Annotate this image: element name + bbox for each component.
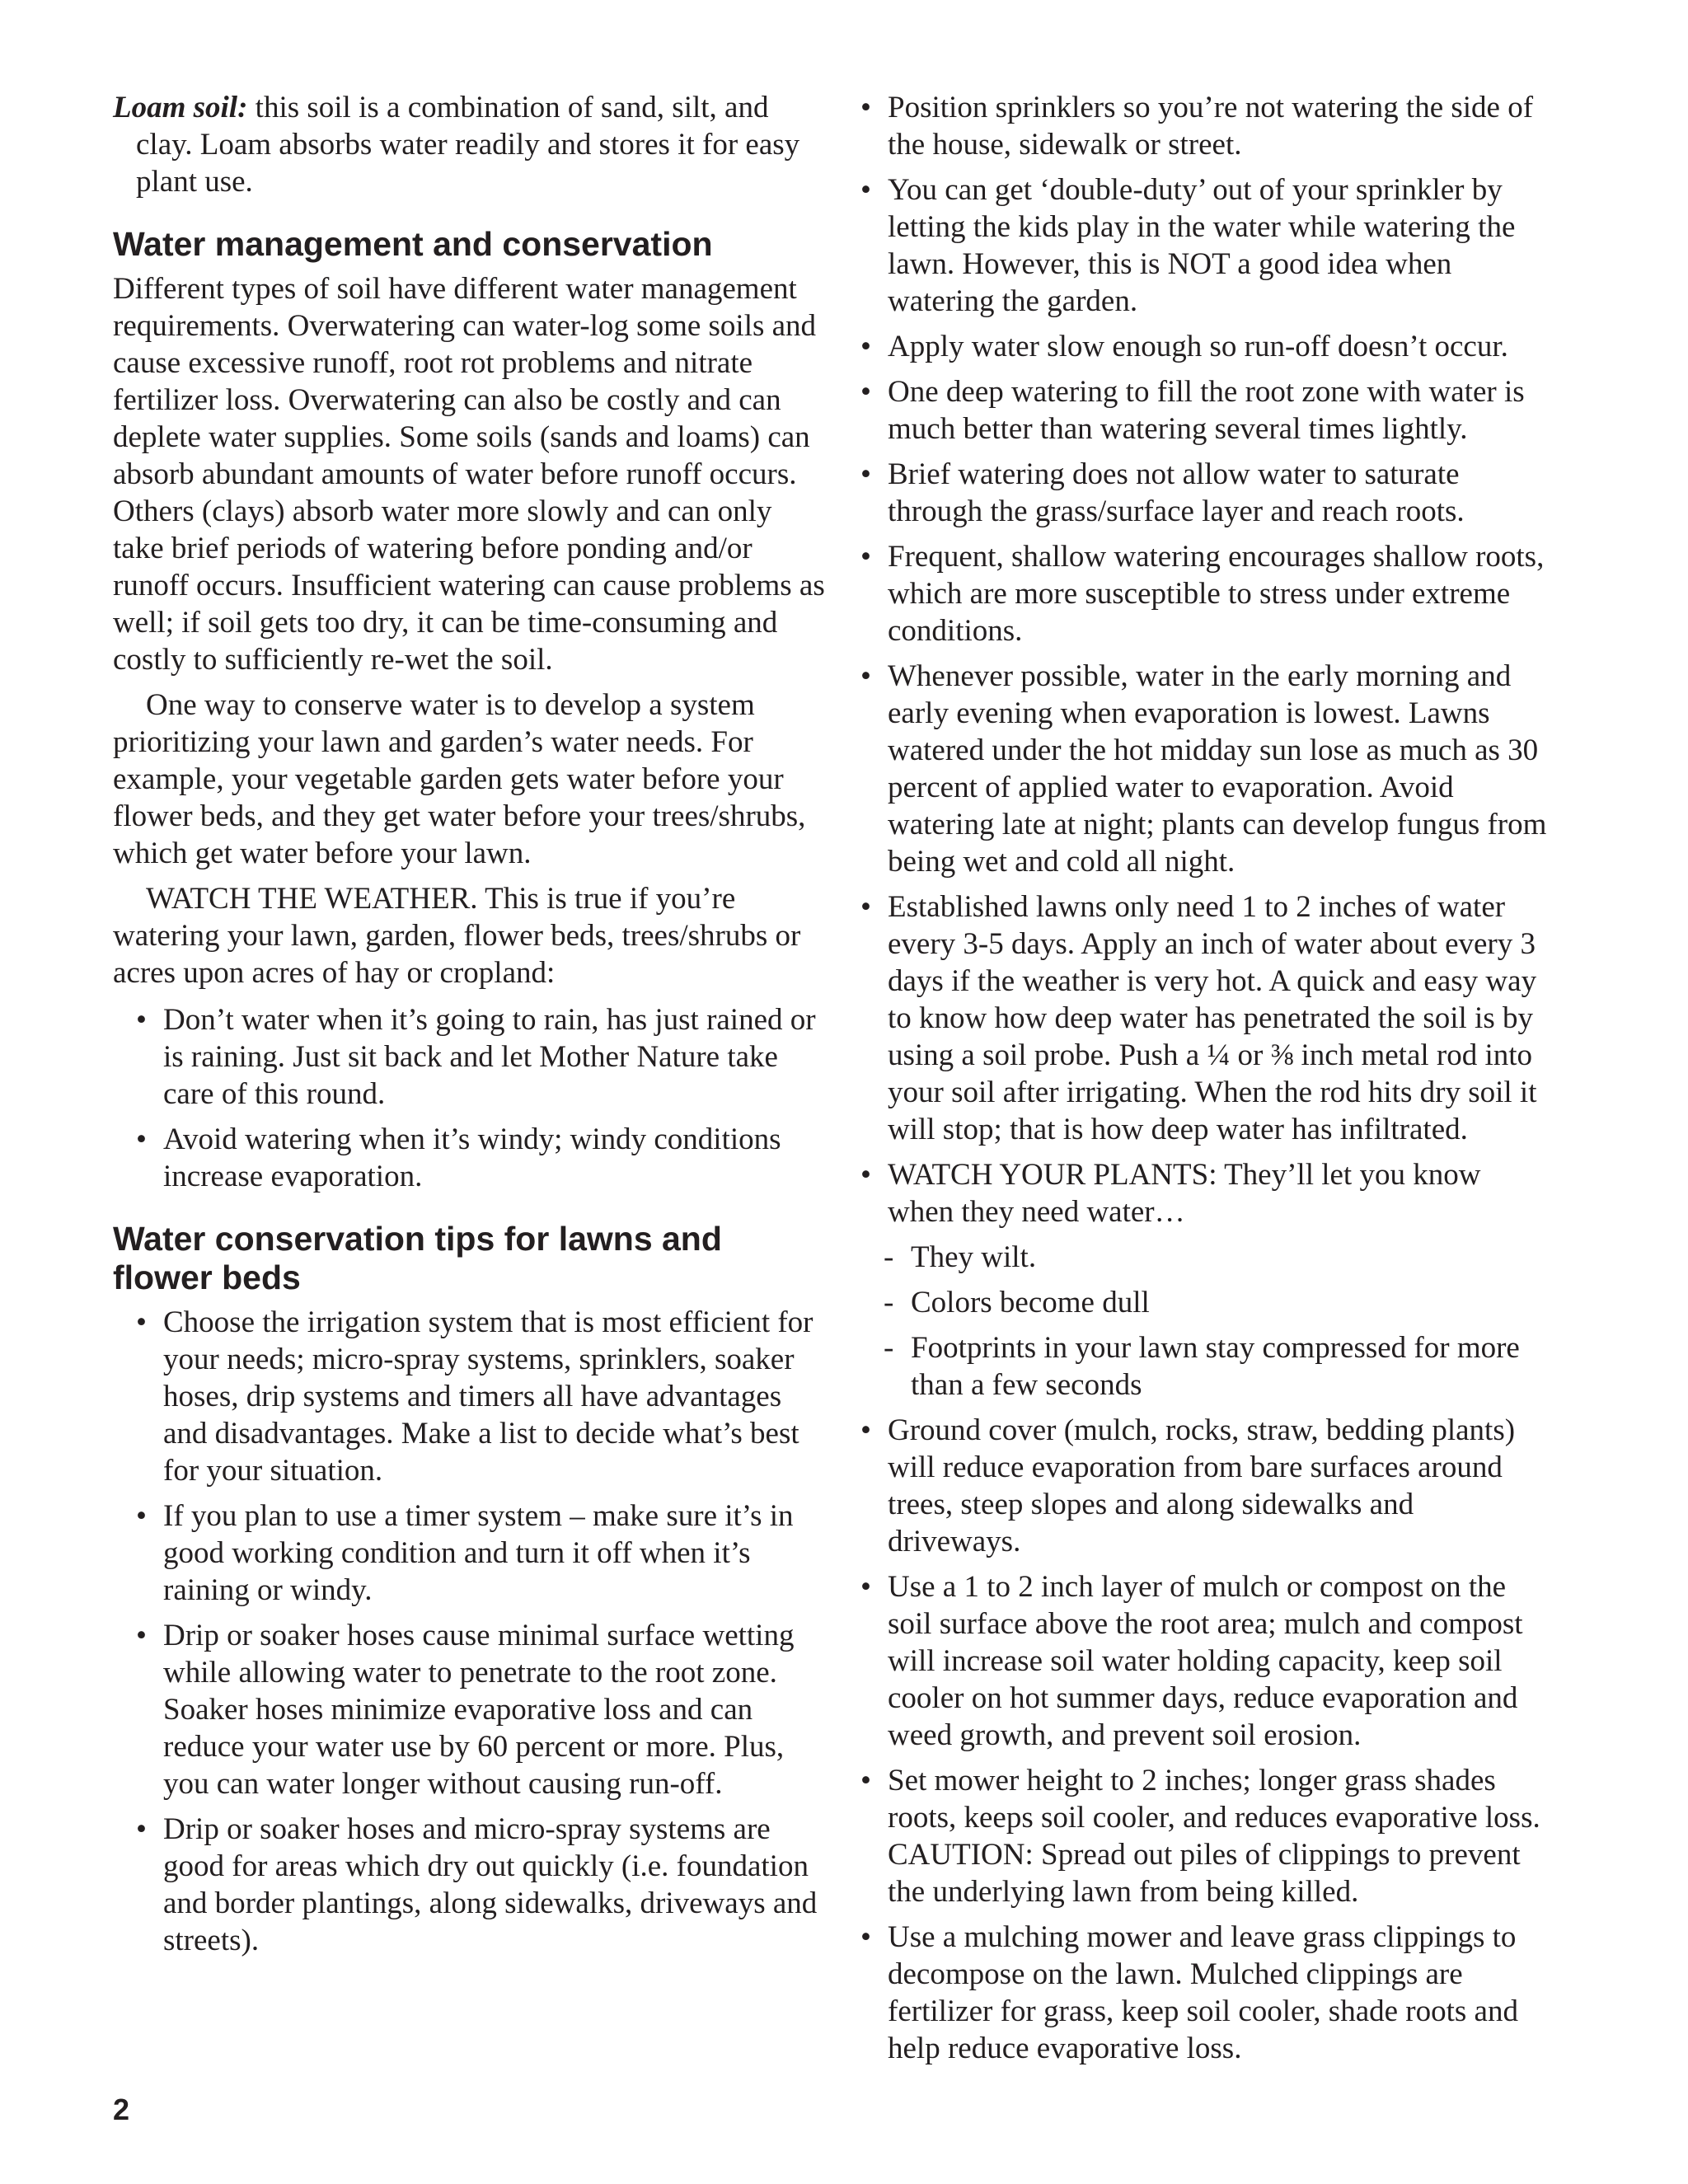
bullet-marker: • [136,1122,147,1156]
dash-marker: - [884,1240,894,1274]
list-item: • Drip or soaker hoses and micro-spray systems are good for areas which dry out quickly (i.e. foundation and border plantings, along sidewalks, driveways and streets). [136,1812,818,1957]
watering-bullet-list [860,89,1549,1230]
list-item: • Brief watering does not allow water to saturate through the grass/surface layer and reach roots. [860,457,1465,528]
bullet-marker: • [860,1570,871,1604]
list-item: • Use a 1 to 2 inch layer of mulch or compost on the soil surface above the root area; mulch and compost will increase soil water holding capacity, keep soil cooler on hot summer days, reduce evaporation and weed growth, and prevent soil erosion. [860,1570,1523,1752]
list-item: - Footprints in your lawn stay compressed for more than a few seconds [884,1331,1520,1402]
bullet-marker: • [860,91,871,124]
list-item: • WATCH YOUR PLANTS: They’ll let you know when they need water… [860,1158,1481,1229]
bullet-marker: • [860,1920,871,1954]
paragraph-prioritize: One way to conserve water is to develop a system prioritizing your lawn and garden’s water needs. For example, your vegetable garden gets water before your flower beds, and they get water before your trees/shrubs, which get water before your lawn. [113,688,806,870]
loam-soil-text: this soil is a combination of sand, silt, and clay. Loam absorbs water readily and stores it for easy plant use. [136,91,800,199]
bullet-marker: • [860,1158,871,1192]
mulch-mower-bullet-list [860,1412,1549,2067]
list-item: • Ground cover (mulch, rocks, straw, bedding plants) will reduce evaporation from bare surfaces around trees, steep slopes and along sidewalks and driveways. [860,1413,1516,1558]
list-item: • Position sprinklers so you’re not watering the side of the house, sidewalk or street. [860,91,1534,162]
bullet-marker: • [136,1003,147,1037]
list-item: • Established lawns only need 1 to 2 inches of water every 3-5 days. Apply an inch of water about every 3 days if the weather is very hot. A quick and easy way to know how deep water has penetrated the soil is by using a soil probe. Push a ¼ or ⅜ inch metal rod into your soil after irrigating. When the rod hits dry soil it will stop; that is how deep water has infiltrated. [860,890,1537,1146]
tips-bullet-list [136,1304,830,1959]
bullet-marker: • [860,173,871,207]
list-item: • Choose the irrigation system that is most efficient for your needs; micro-spray systems, sprinklers, soaker hoses, drip systems and timers all have advantages and disadvantages. Make a list to decide what’s best for your situation. [136,1305,814,1488]
heading-water-management: Water management and conservation [113,225,713,263]
bullet-marker: • [860,375,871,409]
list-item: • Frequent, shallow watering encourages shallow roots, which are more susceptible to stress under extreme conditions. [860,540,1545,648]
list-item: • Set mower height to 2 inches; longer grass shades roots, keeps soil cooler, and reduces evaporative loss. CAUTION: Spread out piles of clippings to prevent the underlying lawn from being killed. [860,1764,1540,1909]
bullet-marker: • [860,1764,871,1797]
dash-marker: - [884,1286,894,1319]
dash-marker: - [884,1331,894,1365]
page-number: 2 [113,2093,130,2126]
bullet-marker: • [860,890,871,924]
right-column [860,89,1549,2075]
left-column [113,89,830,1967]
weather-bullet-list [136,1001,830,1195]
loam-soil-term: Loam soil: [113,91,248,124]
list-item: - Colors become dull [884,1286,1150,1319]
paragraph-soil-types: Different types of soil have different water management requirements. Overwatering can water-log some soils and cause excessive runoff, root rot problems and nitrate fertilizer loss. Overwatering can also be costly and can deplete water supplies. Some soils (sands and loams) can absorb abundant amounts of water before runoff occurs. Others (clays) absorb water more slowly and can only take brief periods of watering before ponding and/or runoff occurs. Insufficient watering can cause problems as well; if soil gets too dry, it can be time-consuming and costly to sufficiently re-wet the soil. [113,272,825,677]
bullet-marker: • [136,1499,147,1533]
list-item: • One deep watering to fill the root zone with water is much better than watering several times lightly. [860,375,1525,446]
list-item: • Apply water slow enough so run-off doesn’t occur. [860,330,1508,363]
list-item: • Avoid watering when it’s windy; windy conditions increase evaporation. [136,1122,781,1193]
list-item: • If you plan to use a timer system – make sure it’s in good working condition and turn it off when it’s raining or windy. [136,1499,794,1607]
bullet-marker: • [860,659,871,693]
list-item: - They wilt. [884,1240,1037,1274]
bullet-marker: • [136,1812,147,1846]
list-item: • Whenever possible, water in the early morning and early evening when evaporation is lowest. Lawns watered under the hot midday sun lose as much as 30 percent of applied water to evaporation. Avoid watering late at night; plants can develop fungus from being wet and cold all night. [860,659,1547,879]
bullet-marker: • [136,1619,147,1652]
paragraph-watch-weather: WATCH THE WEATHER. This is true if you’re watering your lawn, garden, flower beds, trees/shrubs or acres upon acres of hay or cropland: [113,882,801,990]
list-item: • Use a mulching mower and leave grass clippings to decompose on the lawn. Mulched clippings are fertilizer for grass, keep soil cooler, shade roots and help reduce evaporative loss. [860,1920,1518,2065]
bullet-marker: • [136,1305,147,1339]
bullet-marker: • [860,1413,871,1447]
bullet-marker: • [860,540,871,574]
list-item: • Don’t water when it’s going to rain, has just rained or is raining. Just sit back and let Mother Nature take care of this round. [136,1003,816,1111]
bullet-marker: • [860,457,871,491]
bullet-marker: • [860,330,871,363]
list-item: • Drip or soaker hoses cause minimal surface wetting while allowing water to penetrate to the root zone. Soaker hoses minimize evaporative loss and can reduce your water use by 60 percent or more. Plus, you can water longer without causing run-off. [136,1619,795,1801]
loam-soil-paragraph [113,89,830,200]
plant-signs-dash-list [860,1239,1549,1404]
heading-conservation-tips: Water conservation tips for lawns and flower beds [113,1220,722,1296]
list-item: • You can get ‘double-duty’ out of your sprinkler by letting the kids play in the water while watering the lawn. However, this is NOT a good idea when watering the garden. [860,173,1516,318]
